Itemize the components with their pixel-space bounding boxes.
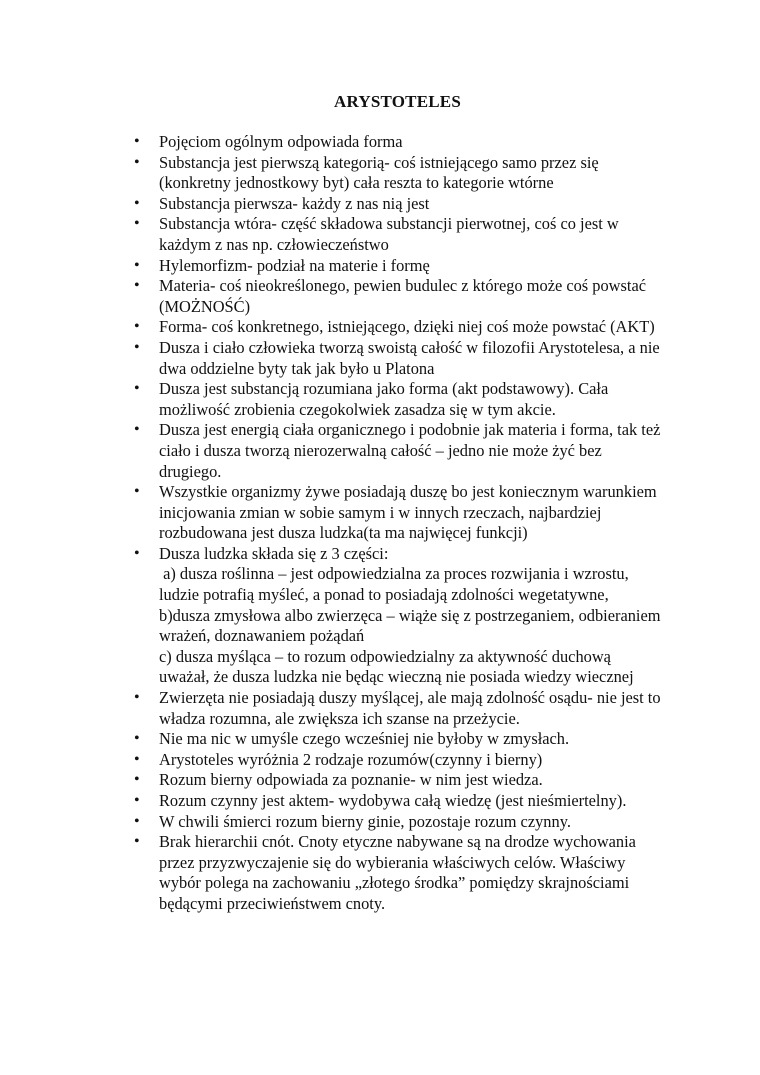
list-item <box>134 729 679 750</box>
list-item-line: Substancja wtóra- część składowa substancji pierwotnej, coś co jest w <box>159 214 619 234</box>
list-item-line: Materia- coś nieokreślonego, pewien budulec z którego może coś powstać <box>159 276 646 296</box>
list-item <box>134 152 679 194</box>
list-item-line: Pojęciom ogólnym odpowiada forma <box>159 132 403 151</box>
list-item-line: b)dusza zmysłowa albo zwierzęca – wiąże się z postrzeganiem, odbieraniem <box>159 605 661 625</box>
list-item-line: Wszystkie organizmy żywe posiadają duszę bo jest koniecznym warunkiem <box>159 482 657 502</box>
bullet-icon: • <box>134 689 140 707</box>
bullet-icon: • <box>134 421 140 439</box>
bullet-icon: • <box>134 483 140 501</box>
list-item-line: wybór polega na zachowaniu „złotego środka” pomiędzy skrajnościami <box>159 873 630 893</box>
list-item-line: Forma- coś konkretnego, istniejącego, dzięki niej coś może powstać (AKT) <box>159 317 655 337</box>
list-item <box>134 770 679 791</box>
list-item-line: Rozum bierny odpowiada za poznanie- w nim jest wiedza. <box>159 770 543 790</box>
list-item-line: Dusza jest energią ciała organicznego i podobnie jak materia i forma, tak też <box>159 420 661 440</box>
list-item-line: a) dusza roślinna – jest odpowiedzialna za proces rozwijania i wzrostu, <box>159 564 629 584</box>
list-item <box>134 255 679 277</box>
list-item-line: Rozum czynny jest aktem- wydobywa całą wiedzę (jest nieśmiertelny). <box>159 791 627 810</box>
list-item-line: inicjowania zmian w sobie samym i w innych rzeczach, najbardziej <box>159 502 602 522</box>
list-item-line: władza rozumna, ale zwiększa ich szanse na przeżycie. <box>159 708 520 728</box>
list-item-line: drugiego. <box>159 461 222 481</box>
list-item <box>134 379 679 420</box>
bullet-icon: • <box>134 153 140 171</box>
list-item-line: ludzie potrafią myśleć, a ponad to posiadają zdolności wegetatywne, <box>159 585 609 605</box>
list-item <box>134 276 679 317</box>
list-item <box>134 482 679 544</box>
list-item <box>134 337 679 379</box>
bullet-list <box>134 132 679 915</box>
list-item-line: Dusza ludzka składa się z 3 części: <box>159 543 389 563</box>
list-item-line: Nie ma nic w umyśle czego wcześniej nie byłoby w zmysłach. <box>159 729 570 749</box>
list-item-line: Brak hierarchii cnót. Cnoty etyczne nabywane są na drodze wychowania <box>159 832 636 852</box>
list-item-line: będącymi przeciwieństwem cnoty. <box>159 893 386 913</box>
list-item-line: wrażeń, doznawaniem pożądań <box>159 626 365 646</box>
bullet-icon: • <box>134 318 140 336</box>
list-item-line: c) dusza myśląca – to rozum odpowiedzialny za aktywność duchową <box>159 646 611 666</box>
page-title: ARYSTOTELES <box>334 92 461 111</box>
list-item <box>134 193 679 215</box>
list-item-line: Substancja jest pierwszą kategorią- coś istniejącego samo przez się <box>159 152 599 172</box>
bullet-icon: • <box>134 380 140 398</box>
list-item-line: uważał, że dusza ludzka nie będąc wieczną nie posiada wiedzy wiecznej <box>159 667 634 687</box>
bullet-icon: • <box>134 771 140 789</box>
bullet-icon: • <box>134 277 140 295</box>
bullet-icon: • <box>134 215 140 233</box>
list-item-line: Hylemorfizm- podział na materie i formę <box>159 255 430 275</box>
list-item-line: (konkretny jednostkowy byt) cała reszta to kategorie wtórne <box>159 173 554 193</box>
list-item-line: ciało i dusza tworzą nierozerwalną całość – jedno nie może żyć bez <box>159 440 602 460</box>
bullet-icon: • <box>134 812 140 830</box>
list-item-line: rozbudowana jest dusza ludzka(ta ma najwięcej funkcji) <box>159 523 528 543</box>
bullet-icon: • <box>134 833 140 851</box>
list-item-line: Substancja pierwsza- każdy z nas nią jest <box>159 193 430 213</box>
list-item <box>134 749 679 771</box>
list-item <box>134 543 679 688</box>
list-item-line: przez przyzwyczajenie się do wybierania właściwych celów. Właściwy <box>159 852 626 872</box>
list-item-line: możliwość zrobienia czegokolwiek zasadza się w tym akcie. <box>159 399 556 419</box>
list-item-line: W chwili śmierci rozum bierny ginie, pozostaje rozum czynny. <box>159 811 571 831</box>
list-item <box>134 791 679 812</box>
list-item <box>134 688 679 729</box>
list-item <box>134 832 679 914</box>
list-item <box>134 811 679 833</box>
bullet-icon: • <box>134 544 140 562</box>
list-item-line: Zwierzęta nie posiadają duszy myślącej, ale mają zdolność osądu- nie jest to <box>159 688 661 708</box>
list-item-line: Dusza jest substancją rozumiana jako forma (akt podstawowy). Cała <box>159 379 609 399</box>
bullet-icon: • <box>134 730 140 748</box>
list-item-line: (MOŻNOŚĆ) <box>159 296 251 316</box>
bullet-icon: • <box>134 750 140 768</box>
list-item-line: każdym z nas np. człowieczeństwo <box>159 234 389 254</box>
list-item <box>134 317 679 338</box>
list-item-line: Dusza i ciało człowieka tworzą swoistą całość w filozofii Arystotelesa, a nie <box>159 337 660 357</box>
bullet-icon: • <box>134 194 140 212</box>
bullet-icon: • <box>134 256 140 274</box>
list-item-line: dwa oddzielne byty tak jak było u Platona <box>159 358 435 378</box>
list-item <box>134 132 679 153</box>
list-item <box>134 214 679 255</box>
list-item-line: Arystoteles wyróżnia 2 rodzaje rozumów(czynny i bierny) <box>159 749 543 769</box>
bullet-icon: • <box>134 338 140 356</box>
bullet-icon: • <box>134 133 140 150</box>
list-item <box>134 420 679 482</box>
bullet-icon: • <box>134 792 140 809</box>
